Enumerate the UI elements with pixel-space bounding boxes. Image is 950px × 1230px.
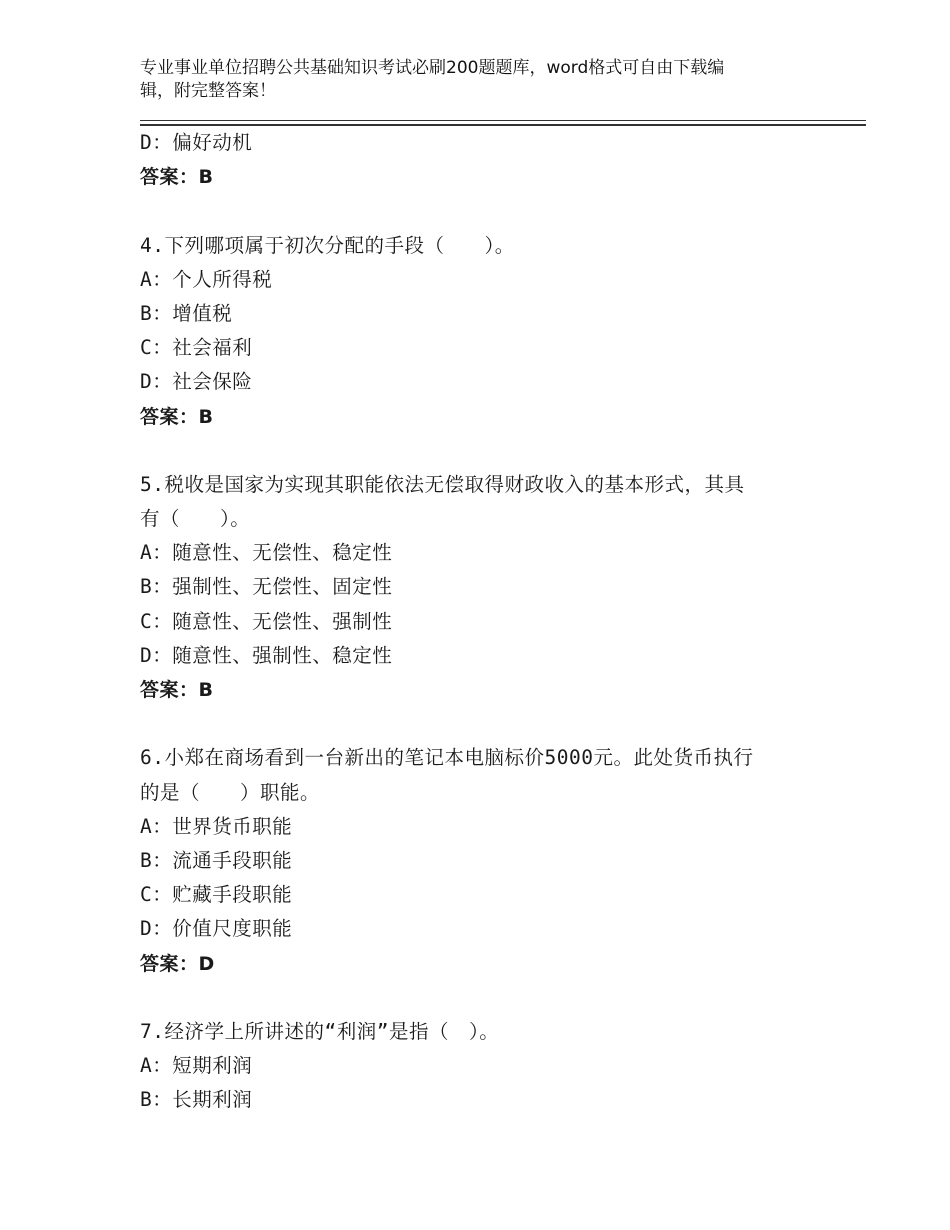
option-a: A：个人所得税 (140, 267, 273, 291)
header-line-2: 辑，附完整答案！ (140, 81, 276, 101)
option-b: B：流通手段职能 (140, 848, 293, 872)
answer-line: 答案：D (140, 952, 215, 975)
question-stem: 4.下列哪项属于初次分配的手段（ ）。 (140, 233, 515, 257)
header-line-1: 专业事业单位招聘公共基础知识考试必刷200题题库，word格式可自由下载编 (140, 58, 725, 78)
option-d: D：随意性、强制性、稳定性 (140, 643, 393, 667)
option-b: B：长期利润 (140, 1088, 253, 1112)
option-a: A：随意性、无偿性、稳定性 (140, 541, 393, 565)
answer-line: 答案：B (140, 166, 214, 189)
question-stem-continued: 有（ ）。 (140, 507, 251, 531)
question-stem: 7.经济学上所讲述的“利润”是指（ ）。 (140, 1019, 500, 1043)
option-a: A：世界货币职能 (140, 814, 293, 838)
answer-line: 答案：B (140, 405, 214, 428)
question-stem: 5.税收是国家为实现其职能依法无偿取得财政收入的基本形式，其具 (140, 472, 745, 496)
option-a: A：短期利润 (140, 1054, 253, 1078)
option-b: B：强制性、无偿性、固定性 (140, 575, 393, 599)
answer-line: 答案：B (140, 679, 214, 701)
question-block-5 (140, 468, 820, 707)
question-stem: 6.小郑在商场看到一台新出的笔记本电脑标价5000元。此处货币执行 (140, 746, 754, 770)
spacer (140, 194, 820, 228)
option-c: C：贮藏手段职能 (140, 883, 293, 907)
option-d: D：价值尺度职能 (140, 917, 293, 941)
page-header (140, 57, 800, 103)
spacer (140, 434, 820, 468)
header-rule-thin (140, 120, 866, 121)
option-d: D：偏好动机 (140, 131, 253, 154)
question-content (140, 126, 820, 1117)
question-block-4 (140, 229, 820, 434)
spacer (140, 981, 820, 1015)
spacer (140, 707, 820, 741)
option-d: D：社会保险 (140, 370, 253, 394)
option-b: B：增值税 (140, 301, 233, 325)
question-block-7 (140, 1015, 820, 1118)
option-c: C：社会福利 (140, 336, 253, 360)
question-block-6 (140, 741, 820, 980)
question-stem-continued: 的是（ ）职能。 (140, 780, 321, 804)
option-c: C：随意性、无偿性、强制性 (140, 609, 393, 633)
